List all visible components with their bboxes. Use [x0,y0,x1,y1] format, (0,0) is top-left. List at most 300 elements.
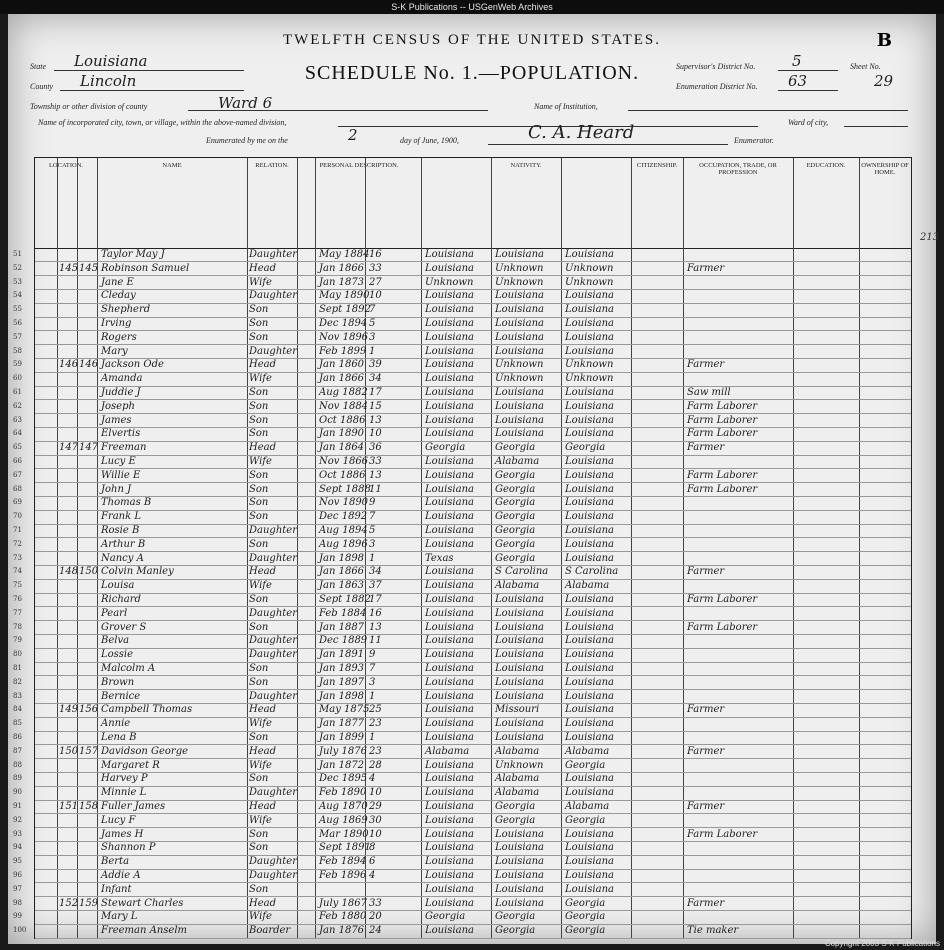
sheet-value: 29 [874,72,894,90]
cell-father: Georgia [495,552,536,564]
cell-age: 10 [369,828,382,840]
cell-name: Richard [101,594,141,605]
cell-dw: 148 [59,566,79,578]
cell-birth: Jan 1890 [319,428,365,440]
cell-name: James H [101,828,144,840]
cell-name: Louisa [101,580,135,592]
cell-place: Louisiana [425,456,474,467]
cell-father: Louisiana [495,607,544,619]
cell-father: Louisiana [495,663,544,674]
enumerator-value: C. A. Heard [528,122,635,143]
table-row [13,814,911,828]
table-row [13,690,911,704]
header-occupation: OCCUPATION, TRADE, OR PROFESSION [699,162,777,176]
cell-mother: Louisiana [565,552,614,564]
cell-dw: 151 [59,801,79,812]
cell-age: 9 [369,497,376,509]
cell-rel: Wife [249,456,272,467]
cell-name: Thomas B [101,497,152,509]
cell-mother: Louisiana [565,663,614,674]
cell-age: 25 [369,704,382,716]
cell-age: 7 [369,304,376,316]
cell-mother: Louisiana [565,828,614,840]
cell-dw: 150 [59,745,79,757]
cell-age: 1 [369,552,376,564]
cell-fam: 157 [79,745,99,757]
cell-line: 99 [13,912,22,921]
cell-age: 7 [369,511,376,523]
cell-age: 10 [369,290,382,302]
cell-name: Irving [101,318,132,329]
supervisor-label: Supervisor's District No. [676,62,756,71]
enumeration-value: 63 [788,72,808,90]
cell-father: Alabama [495,745,540,757]
cell-line: 76 [13,595,22,603]
table-row [13,883,911,897]
cell-age: 27 [369,276,382,288]
cell-mother: Louisiana [565,331,614,343]
cell-line: 65 [13,443,22,452]
cell-father: Louisiana [495,870,544,881]
cell-occ: Farm Laborer [687,483,758,495]
cell-place: Louisiana [425,511,474,523]
cell-birth: Aug 1870 [319,801,368,812]
township-label: Township or other division of county [30,102,148,111]
cell-father: Louisiana [495,594,544,605]
cell-age: 7 [369,663,376,674]
cell-name: Joseph [101,400,135,412]
cell-name: Robinson Samuel [101,262,190,274]
cell-age: 9 [369,649,376,661]
cell-mother: Louisiana [565,456,614,467]
cell-mother: Louisiana [565,511,614,523]
cell-rel: Daughter [249,870,297,881]
archive-banner: S-K Publications -- USGenWeb Archives [0,0,944,14]
cell-place: Louisiana [425,897,474,909]
cell-mother: Georgia [565,897,606,909]
cell-line: 52 [13,263,22,272]
cell-name: Campbell Thomas [101,704,193,716]
state-label: State [30,62,46,71]
cell-line: 84 [13,705,22,714]
cell-age: 4 [369,870,376,881]
cell-birth: Feb 1894 [319,856,367,868]
cell-age: 37 [369,580,382,592]
cell-name: Lena B [101,732,137,743]
cell-father: Unknown [495,262,544,274]
cell-age: 3 [369,538,376,550]
cell-occ: Farm Laborer [687,428,758,440]
cell-birth: Jan 1877 [319,718,365,730]
cell-father: Louisiana [495,732,544,743]
cell-name: Annie [101,718,131,730]
cell-place: Louisiana [425,469,474,481]
cell-mother: Louisiana [565,856,614,868]
cell-father: Louisiana [495,883,544,895]
cell-place: Louisiana [425,801,474,812]
cell-place: Louisiana [425,621,474,633]
cell-birth: Aug 1894 [319,525,368,536]
cell-mother: Louisiana [565,883,614,895]
cell-place: Louisiana [425,663,474,674]
cell-father: Georgia [495,814,536,826]
cell-age: 28 [369,759,382,771]
cell-name: Lossie [101,649,134,661]
cell-occ: Farm Laborer [687,621,758,633]
cell-place: Georgia [425,442,466,454]
cell-occ: Farmer [687,897,725,909]
cell-father: Louisiana [495,345,544,357]
cell-name: Juddie J [101,387,141,398]
cell-rel: Son [249,828,269,840]
cell-mother: Louisiana [565,428,614,440]
cell-line: 88 [13,760,22,769]
cell-place: Louisiana [425,732,474,743]
cell-line: 95 [13,857,22,866]
cell-age: 5 [369,318,376,329]
enumeration-label: Enumeration District No. [676,82,758,91]
cell-age: 36 [369,442,382,454]
cell-rel: Son [249,676,269,688]
cell-rel: Daughter [249,607,297,619]
cell-mother: Louisiana [565,676,614,688]
cell-rel: Son [249,387,269,398]
cell-birth: Jan 1899 [319,732,365,743]
cell-name: Bernice [101,690,141,702]
cell-rel: Head [249,704,277,716]
cell-line: 67 [13,470,22,479]
cell-mother: Georgia [565,814,606,826]
cell-mother: Louisiana [565,635,614,647]
cell-age: 1 [369,345,376,357]
cell-age: 1 [369,732,376,743]
cell-line: 87 [13,746,22,755]
header-education: EDUCATION. [806,162,846,169]
cell-mother: Louisiana [565,249,614,260]
cell-place: Louisiana [425,373,474,385]
cell-line: 73 [13,553,22,562]
cell-name: Harvey P [101,773,148,785]
cell-age: 10 [369,787,382,799]
cell-birth: July 1867 [319,897,367,909]
cell-name: Berta [101,856,130,868]
cell-father: Louisiana [495,304,544,316]
cell-mother: Georgia [565,911,606,923]
cell-fam: 158 [79,801,99,812]
cell-name: Mary [101,345,128,357]
table-row [13,496,911,510]
cell-name: Willie E [101,469,141,481]
cell-line: 55 [13,305,22,314]
cell-age: 33 [369,456,382,467]
cell-birth: Sept 1888 [319,483,371,495]
cell-mother: Louisiana [565,414,614,426]
cell-line: 100 [13,926,27,935]
institution-line [628,110,908,111]
cell-line: 93 [13,829,22,838]
state-line [54,70,244,71]
township-line [188,110,488,111]
cell-rel: Head [249,359,277,371]
cell-father: S Carolina [495,566,549,578]
cell-rel: Boarder [249,925,291,937]
table-row [13,703,911,717]
cell-birth: July 1876 [319,745,367,757]
ward-line [844,126,908,127]
cell-father: Louisiana [495,828,544,840]
side-number: 213 [920,232,940,243]
cell-line: 51 [13,250,22,258]
supervisor-line [778,70,838,71]
cell-age: 13 [369,621,382,633]
cell-occ: Farmer [687,801,725,812]
cell-rel: Daughter [249,856,297,868]
cell-birth: Feb 1884 [319,607,367,619]
cell-line: 89 [13,774,22,783]
table-row [13,303,911,317]
cell-name: Margaret R [101,759,160,771]
cell-father: Louisiana [495,428,544,440]
cell-rel: Son [249,594,269,605]
cell-age: 17 [369,594,382,605]
cell-rel: Wife [249,718,272,730]
cell-birth: Mar 1890 [319,828,369,840]
cell-birth: Jan 1891 [319,649,365,661]
cell-mother: Alabama [565,580,610,592]
cell-place: Louisiana [425,318,474,329]
cell-age: 34 [369,566,382,578]
ward-label: Ward of city, [788,118,829,127]
cell-father: Louisiana [495,318,544,329]
cell-mother: Louisiana [565,718,614,730]
header-citizenship: CITIZENSHIP. [636,162,678,169]
cell-mother: Georgia [565,759,606,771]
day-value: 2 [348,126,358,144]
cell-father: Georgia [495,538,536,550]
cell-name: Jackson Ode [101,359,164,371]
cell-age: 23 [369,718,382,730]
cell-birth: Jan 1898 [319,552,365,564]
cell-birth: Nov 1896 [319,331,369,343]
cell-age: 16 [369,607,382,619]
cell-place: Louisiana [425,525,474,536]
county-value: Lincoln [80,72,137,90]
cell-age: 20 [369,911,382,923]
cell-birth: May 1884 [319,249,370,260]
cell-father: Unknown [495,276,544,288]
cell-mother: Louisiana [565,870,614,881]
cell-father: Georgia [495,483,536,495]
county-label: County [30,82,54,91]
cell-name: Fuller James [101,801,166,812]
table-row [13,731,911,745]
table-row [13,828,911,842]
cell-occ: Farmer [687,745,725,757]
cell-rel: Son [249,621,269,633]
cell-father: Georgia [495,469,536,481]
sheet-label: Sheet No. [850,62,881,71]
cell-place: Louisiana [425,649,474,661]
cell-mother: Louisiana [565,483,614,495]
cell-occ: Farm Laborer [687,828,758,840]
cell-rel: Son [249,414,269,426]
cell-age: 11 [369,483,382,495]
header-relation: RELATION. [255,162,289,169]
cell-line: 81 [13,664,22,672]
cell-occ: Farm Laborer [687,400,758,412]
cell-mother: S Carolina [565,566,619,578]
cell-rel: Son [249,842,269,854]
cell-mother: Louisiana [565,525,614,536]
cell-mother: Louisiana [565,732,614,743]
cell-line: 94 [13,843,22,852]
cell-rel: Head [249,897,277,909]
cell-line: 80 [13,650,22,659]
cell-birth: Jan 1873 [319,276,365,288]
cell-name: Jane E [101,276,134,288]
cell-father: Georgia [495,442,536,454]
cell-father: Louisiana [495,856,544,868]
cell-father: Louisiana [495,690,544,702]
cell-father: Louisiana [495,897,544,909]
cell-place: Louisiana [425,759,474,771]
cell-rel: Son [249,511,269,523]
cell-line: 90 [13,788,22,797]
header-name: NAME [162,162,182,169]
cell-father: Louisiana [495,621,544,633]
table-row [13,317,911,331]
cell-rel: Son [249,304,269,316]
cell-mother: Louisiana [565,704,614,716]
cell-mother: Louisiana [565,304,614,316]
cell-name: Colvin Manley [101,566,174,578]
state-value: Louisiana [74,52,148,70]
cell-fam: 147 [79,442,99,454]
cell-birth: Sept 1891 [319,842,371,854]
cell-rel: Son [249,538,269,550]
cell-birth: Nov 1884 [319,400,369,412]
cell-father: Georgia [495,525,536,536]
cell-name: Freeman Anselm [101,925,188,937]
cell-occ: Farmer [687,566,725,578]
table-row [13,414,911,428]
cell-father: Alabama [495,773,540,785]
cell-mother: Louisiana [565,400,614,412]
table-row [13,897,911,911]
cell-mother: Louisiana [565,345,614,357]
cell-occ: Saw mill [687,387,731,398]
cell-age: 39 [369,359,382,371]
cell-mother: Louisiana [565,690,614,702]
cell-age: 10 [369,428,382,440]
cell-fam: 146 [79,359,99,371]
cell-mother: Louisiana [565,387,614,398]
cell-birth: Feb 1880 [319,911,367,923]
cell-birth: Jan 1860 [319,359,365,371]
cell-mother: Alabama [565,801,610,812]
table-row [13,717,911,731]
cell-place: Louisiana [425,842,474,854]
cell-place: Louisiana [425,676,474,688]
cell-birth: May 1890 [319,290,370,302]
cell-birth: Nov 1866 [319,456,369,467]
table-row [13,455,911,469]
cell-father: Louisiana [495,635,544,647]
cell-line: 68 [13,484,22,493]
cell-place: Louisiana [425,497,474,509]
cell-place: Louisiana [425,566,474,578]
cell-rel: Daughter [249,787,297,799]
cell-place: Louisiana [425,290,474,302]
cell-place: Louisiana [425,690,474,702]
cell-place: Louisiana [425,925,474,937]
cell-age: 3 [369,331,376,343]
cell-place: Louisiana [425,483,474,495]
cell-name: Grover S [101,621,147,633]
cell-name: Malcolm A [101,663,156,674]
cell-rel: Wife [249,373,272,385]
cell-father: Louisiana [495,649,544,661]
cell-place: Louisiana [425,870,474,881]
cell-birth: Sept 1892 [319,304,371,316]
cell-rel: Daughter [249,345,297,357]
cell-father: Louisiana [495,676,544,688]
cell-mother: Unknown [565,262,614,274]
cell-mother: Louisiana [565,621,614,633]
table-row [13,869,911,883]
cell-dw: 146 [59,359,79,371]
table-row [13,579,911,593]
cell-line: 78 [13,622,22,631]
cell-name: Elvertis [101,428,141,440]
cell-line: 74 [13,567,22,576]
cell-place: Louisiana [425,359,474,371]
table-row [13,441,911,455]
cell-line: 56 [13,319,22,327]
cell-birth: Feb 1896 [319,870,367,881]
cell-name: Rogers [101,331,137,343]
cell-age: 33 [369,262,382,274]
cell-age: 13 [369,469,382,481]
cell-place: Texas [425,552,454,564]
cell-place: Louisiana [425,331,474,343]
table-row [13,400,911,414]
cell-mother: Louisiana [565,290,614,302]
cell-birth: May 1875 [319,704,370,716]
cell-name: James [101,414,132,426]
cell-name: Davidson George [101,745,189,757]
header-nativity: NATIVITY. [510,162,542,169]
township-value: Ward 6 [218,94,273,112]
cell-occ: Farmer [687,262,725,274]
cell-birth: Sept 1882 [319,594,371,605]
cell-place: Louisiana [425,814,474,826]
cell-rel: Son [249,663,269,674]
cell-rel: Daughter [249,290,297,302]
cell-rel: Head [249,262,277,274]
enumerator-label: Enumerator. [734,136,774,145]
cell-line: 54 [13,291,22,300]
cell-father: Alabama [495,456,540,467]
cell-name: Freeman [101,442,147,454]
table-row [13,593,911,607]
cell-place: Alabama [425,745,470,757]
cell-place: Georgia [425,911,466,923]
cell-name: Mary L [101,911,138,923]
cell-age: 30 [369,814,382,826]
cell-line: 59 [13,360,22,369]
cell-rel: Son [249,400,269,412]
